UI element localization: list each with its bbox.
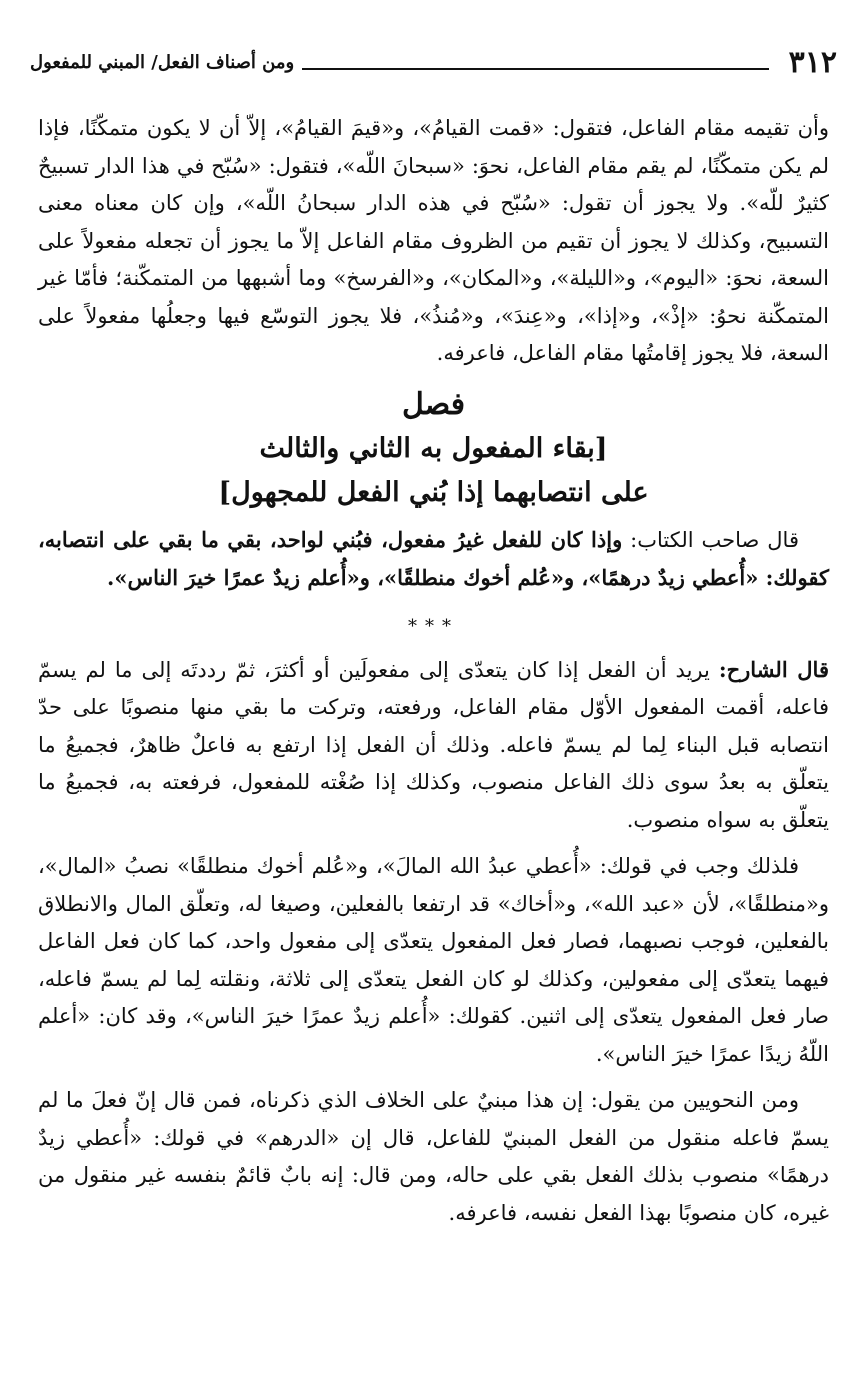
running-title: ومن أصناف الفعل/ المبني للمفعول [30,51,295,73]
page-header [30,42,837,82]
section-subtitle-line2: على انتصابهما إذا بُني الفعل للمجهول] [218,476,649,508]
text-body: وإذا كان للفعل غيرُ مفعول، فبُني لواحد، بقي ما بقي على انتصابه، كقولك: «أُعطي زيدٌ درهمًا»، و«عُلم أخوك منطلقًا»، و«أُعلم زيدٌ عمرًا خيرَ الناس». [38,526,829,590]
text-paragraph [38,521,829,598]
commentary-text: يريد أن الفعل إذا كان يتعدّى إلى مفعولَين أو أكثرَ، ثمّ رددتَه إلى ما لم يسمّ فاعله، أقمت المفعول الأوّل مقام الفاعل، ورفعته، وتركت ما بقي منها منصوبًا على حدّ انتصابه قبل البناء لِما لم يسمّ فاعله. وذلك أن الفعل إذا ارتفع به فاعلٌ ظاهرٌ، فجميعُ ما يتعلّق به بعدُ سوى ذلك الفاعل منصوب، وكذلك إذا صُغْته للمفعول، فرفعته به، فجميعُ ما يتعلّق به سواه منصوب. [38,657,829,832]
header-rule [302,68,768,70]
commentary-lead: قال الشارح: [718,656,829,682]
separator: *** [408,615,459,637]
section-subtitle-line1: [بقاء المفعول به الثاني والثالث [259,432,608,464]
commentary-paragraph-3: ومن النحويين من يقول: إن هذا مبنيٌ على الخلاف الذي ذكرناه، فمن قال إنّ فعلَ ما لم يسمّ فاعله منقول من الفعل المبنيّ للفاعل، قال إن «الدرهم» في قولك: «أُعطي زيدٌ درهمًا» منصوب بذلك الفعل بقي على حاله، ومن قال: إنه بابٌ قائمٌ بنفسه غير منقول من غيره، كان منصوبًا بهذا الفعل نفسه، فاعرفه. [38,1088,829,1225]
paragraph: وأن تقيمه مقام الفاعل، فتقول: «قمت القيامُ»، و«قيمَ القيامُ»، إلاّ أن لا يكون متمكّنًا، فإذا لم يكن متمكّنًا، لم يقم مقام الفاعل، نحوَ: «سبحانَ اللّه»، فتقول: «سُبّح في هذا الدار تسبيحٌ كثيرٌ للّه». ولا يجوز أن تقول: «سُبّح في هذه الدار سبحانُ اللّه»، وإن كان معناه معنى التسبيح، وكذلك لا يجوز أن تقيم من الظروف مقام الفاعل إلاّ ما يجوز أن تجعله مفعولاً على السعة، نحوَ: «اليوم»، و«الليلة»، و«المكان»، و«الفرسخ» وما أشبهها من المتمكّنة؛ فأمّا غير المتمكّنة نحوُ: «إذْ»، و«إذا»، و«عِندَ»، و«مُنذُ»، فلا يجوز التوسّع فيها وجعلُها مفعولاً على السعة، فلا يجوز إقامتُها مقام الفاعل، فاعرفه. [38,116,829,365]
text-lead: قال صاحب الكتاب: [630,527,799,552]
commentary-paragraph-1 [38,651,829,840]
section-title: فصل [401,386,466,422]
page-body [38,110,829,1241]
commentary-paragraph-2: فلذلك وجب في قولك: «أُعطي عبدُ الله المالَ»، و«عُلم أخوك منطلقًا» نصبُ «المال»، و«منطلقًا»، لأن «عبد الله»، و«أخاك» قد ارتفعا بالفعلين، وصيغا له، وتعلّق المال والانطلاق بالفعلين، فوجب نصبهما، فصار فعل المفعول يتعدّى إلى مفعول واحد، كما كان فعل الفاعل فيهما يتعدّى إلى مفعولين، وكذلك لو كان الفعل يتعدّى إلى ثلاثة، ونقلته لِما لم يسمّ فاعله، صار فعل المفعول يتعدّى إلى اثنين. كقولك: «أُعلم زيدٌ عمرًا خيرَ الناس»، وقد كان: «أعلم اللّهُ زيدًا عمرًا خيرَ الناس». [38,854,829,1066]
page-number: ٣١٢ [788,44,837,80]
